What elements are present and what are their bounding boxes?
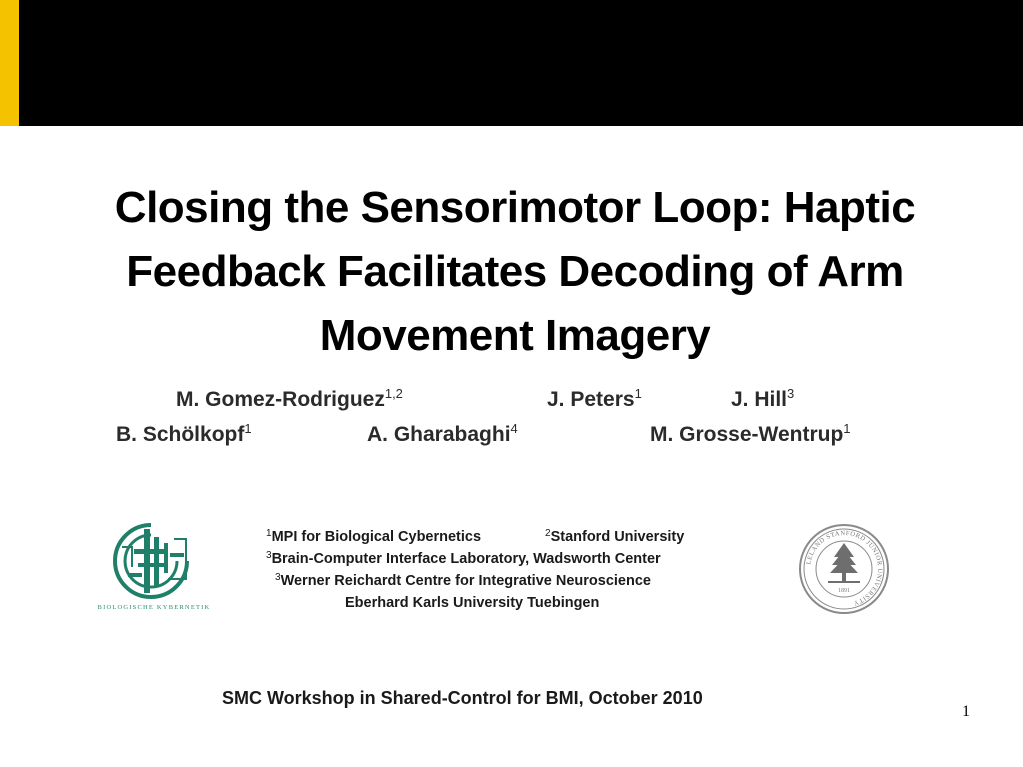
author-gomez-rodriguez [176, 388, 403, 412]
affiliation-wadsworth [266, 551, 661, 567]
author-affil-sup: 1 [244, 421, 252, 436]
affil-sup: 1 [266, 528, 272, 539]
author-name: M. Gomez-Rodriguez [176, 388, 385, 411]
footer-event: SMC Workshop in Shared-Control for BMI, October 2010 [222, 688, 703, 708]
affil-sup: 2 [545, 528, 551, 539]
author-name: A. Gharabaghi [367, 423, 511, 446]
affiliation-tuebingen [345, 595, 599, 611]
mpi-cybernetics-logo-icon [108, 519, 194, 603]
title-line-2: Feedback Facilitates Decoding of Arm [126, 247, 904, 296]
affil-text: Brain-Computer Interface Laboratory, Wadsworth Center [271, 551, 661, 567]
affiliation-stanford [545, 529, 684, 545]
header-bar [0, 0, 1023, 126]
author-affil-sup: 3 [787, 386, 795, 401]
accent-strip [0, 0, 19, 126]
stanford-seal-logo-icon [798, 523, 890, 615]
author-gharabaghi [367, 423, 518, 447]
affiliation-mpi [266, 529, 481, 545]
page-number: 1 [962, 703, 970, 720]
author-name: J. Hill [731, 388, 788, 411]
seal-year: 1891 [838, 588, 850, 594]
author-affil-sup: 1 [843, 421, 851, 436]
author-hill [731, 388, 794, 412]
author-schoelkopf [116, 423, 252, 447]
slide-title [60, 176, 970, 368]
affiliation-cin [275, 573, 651, 589]
author-peters [547, 388, 642, 412]
affil-text: Stanford University [550, 529, 685, 545]
author-grosse-wentrup [650, 423, 851, 447]
affil-text: MPI for Biological Cybernetics [271, 529, 482, 545]
seal-text: LELAND STANFORD JUNIOR UNIVERSITY [805, 529, 884, 607]
author-affil-sup: 1,2 [384, 386, 403, 401]
author-name: M. Grosse-Wentrup [650, 423, 844, 446]
author-name: J. Peters [547, 388, 635, 411]
author-affil-sup: 1 [634, 386, 642, 401]
author-name: B. Schölkopf [116, 423, 245, 446]
affil-text: Werner Reichardt Centre for Integrative Neuroscience [280, 573, 651, 589]
affil-sup: 3 [275, 572, 281, 583]
affil-text: Eberhard Karls University Tuebingen [345, 595, 600, 611]
affil-sup: 3 [266, 550, 272, 561]
mpi-logo-caption: BIOLOGISCHE KYBERNETIK [97, 604, 211, 611]
title-line-3: Movement Imagery [319, 311, 711, 360]
author-affil-sup: 4 [510, 421, 518, 436]
title-line-1: Closing the Sensorimotor Loop: Haptic [114, 183, 916, 232]
